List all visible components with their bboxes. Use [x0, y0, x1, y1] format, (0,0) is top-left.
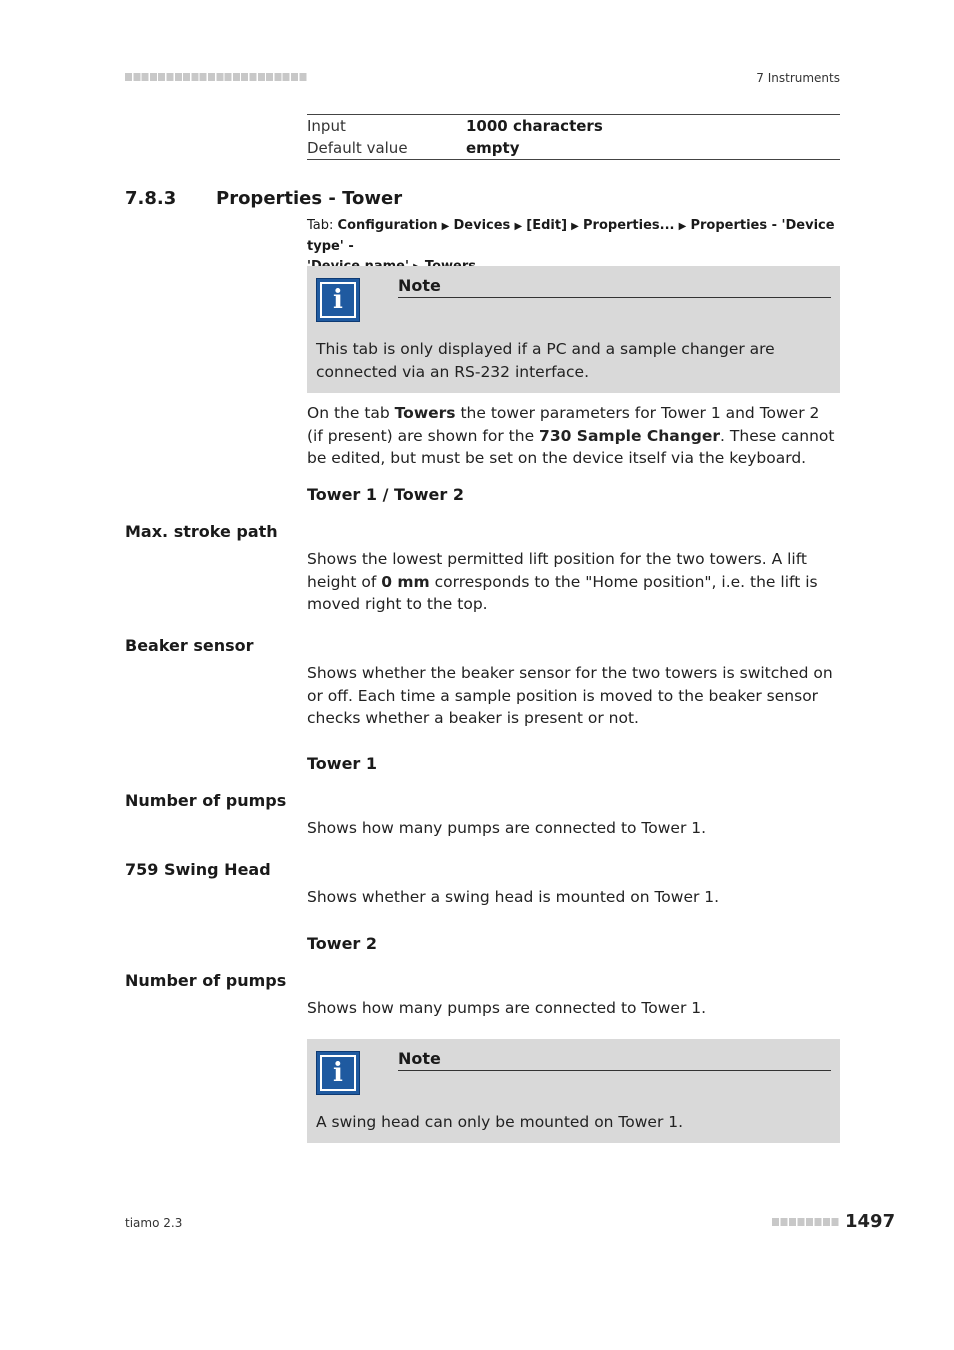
term-beaker-sensor: Beaker sensor: [125, 636, 254, 655]
tab-path-prefix: Tab:: [307, 218, 334, 233]
tab-path-item: Devices: [453, 218, 511, 233]
term-swing-head: 759 Swing Head: [125, 860, 271, 879]
note-title: Note: [398, 276, 831, 298]
footer-decoration: [772, 1218, 840, 1226]
section-number: 7.8.3: [125, 188, 177, 209]
note-box: [307, 1039, 840, 1143]
tab-path-item: [Edit]: [526, 218, 568, 233]
tab-path-item: Properties...: [583, 218, 675, 233]
tab-path-item: Configuration: [337, 218, 438, 233]
term-number-of-pumps: Number of pumps: [125, 971, 287, 990]
intro-text: On the tab: [307, 404, 395, 422]
description-bold: 0 mm: [381, 572, 430, 591]
parameter-table: [307, 114, 840, 160]
table-row: [307, 115, 840, 137]
intro-text: . These cannot be edited, but must be set on the device itself via the keyboard.: [307, 426, 835, 467]
note-title: Note: [398, 1049, 831, 1071]
subheading-tower-2: Tower 2: [307, 934, 378, 953]
note-text: A swing head can only be mounted on Tower 1.: [316, 1113, 684, 1131]
page-number: 1497: [845, 1211, 896, 1232]
header-decoration: [125, 73, 307, 81]
triangle-right-icon: ▶: [571, 221, 579, 232]
description-text: corresponds to the "Home position", i.e. the lift is moved right to the top.: [307, 572, 818, 613]
term-description: Shows how many pumps are connected to Tower 1.: [307, 999, 707, 1017]
subheading-tower-1: Tower 1: [307, 754, 378, 773]
term-number-of-pumps: Number of pumps: [125, 791, 287, 810]
info-icon: i: [316, 278, 360, 322]
note-text: This tab is only displayed if a PC and a sample changer are connected via an RS-232 interface.: [316, 340, 775, 381]
header-section-ref: 7 Instruments: [756, 71, 840, 85]
intro-paragraph: [307, 402, 840, 470]
intro-text: the tower parameters for Tower 1 and Tower 2 (if present) are shown for the: [307, 404, 820, 445]
triangle-right-icon: ▶: [514, 221, 523, 232]
intro-bold-towers: Towers: [394, 404, 456, 422]
term-description: Shows whether a swing head is mounted on Tower 1.: [307, 888, 720, 906]
table-key: Input: [307, 117, 346, 135]
footer-product: tiamo 2.3: [125, 1216, 183, 1230]
triangle-right-icon: ▶: [678, 221, 687, 232]
description-text: Shows the lowest permitted lift position for the two towers. A lift height of: [307, 550, 807, 591]
note-box: [307, 266, 840, 393]
subheading-tower-1-2: Tower 1 / Tower 2: [307, 485, 464, 504]
term-description: Shows how many pumps are connected to Tower 1.: [307, 819, 707, 837]
intro-bold-sample-changer: 730 Sample Changer: [539, 426, 721, 445]
term-description: Shows whether the beaker sensor for the two towers is switched on or off. Each time a sample position is moved to the beaker sensor checks whether a beaker is present or not.: [307, 664, 833, 727]
term-description: [307, 548, 840, 616]
table-value: 1000 characters: [466, 117, 603, 135]
section-title: Properties - Tower: [216, 188, 403, 209]
triangle-right-icon: ▶: [441, 221, 450, 232]
table-key: Default value: [307, 139, 408, 157]
term-max-stroke-path: Max. stroke path: [125, 522, 278, 541]
table-row: [307, 137, 840, 159]
table-value: empty: [466, 139, 520, 157]
info-icon: i: [316, 1051, 360, 1095]
tab-path-item: Properties - 'Device type' -: [307, 218, 835, 254]
